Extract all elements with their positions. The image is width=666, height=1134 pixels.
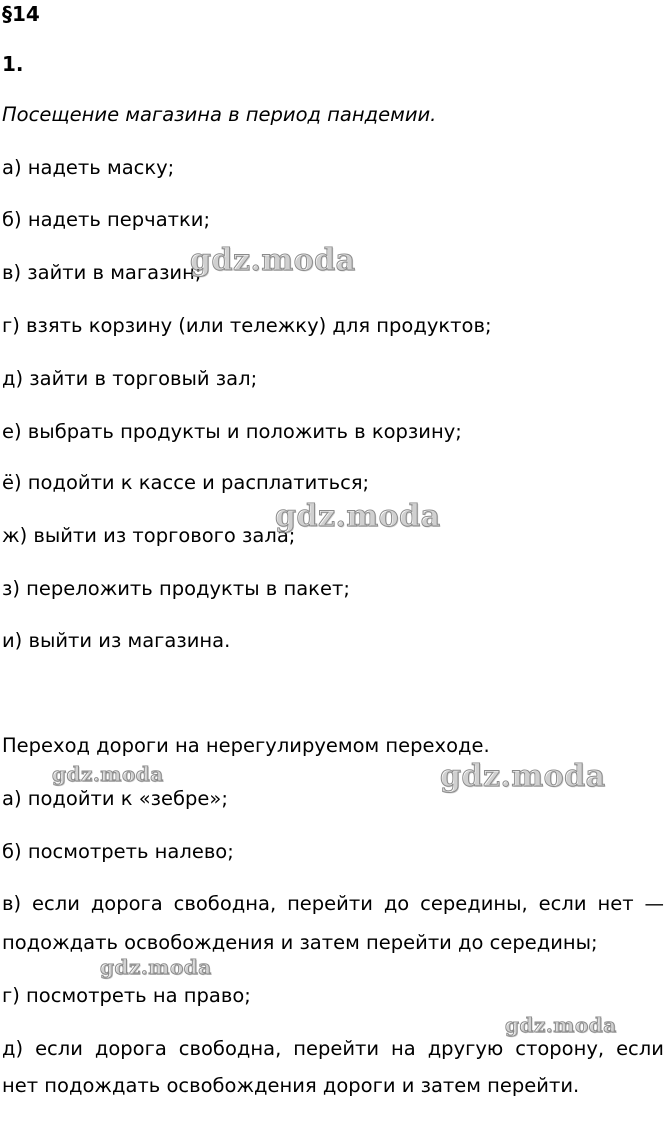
step-line: и) выйти из магазина. [2, 629, 231, 652]
word: перейти [293, 1037, 380, 1060]
word: свободна, [173, 892, 277, 915]
watermark-logo: gdz.moda [440, 759, 606, 794]
watermark-logo: gdz.moda [100, 955, 212, 979]
word: на [391, 1037, 416, 1060]
step-line: б) посмотреть налево; [2, 840, 234, 863]
step-line: г) взять корзину (или тележку) для продуктов; [2, 314, 492, 337]
part2-title: Переход дороги на нерегулируемом переходе. [2, 734, 490, 757]
watermark-logo: gdz.moda [505, 1013, 617, 1037]
word: д) [2, 1037, 24, 1060]
word: — [644, 892, 664, 915]
word: свободна, [178, 1037, 282, 1060]
word: если [616, 1037, 664, 1060]
step-line: г) посмотреть на право; [2, 984, 251, 1007]
watermark-logo: gdz.moda [52, 762, 164, 786]
word: дорога [90, 892, 163, 915]
word: другую [427, 1037, 504, 1060]
word: до [383, 892, 410, 915]
step-line: б) надеть перчатки; [2, 208, 211, 231]
word: дорога [94, 1037, 167, 1060]
step-line: а) надеть маску; [2, 156, 175, 179]
step-line: в) зайти в магазин; [2, 261, 202, 284]
word: в) [2, 892, 22, 915]
step-line: подождать освобождения и затем перейти до середины; [2, 931, 598, 954]
section-heading: §14 [2, 2, 40, 26]
word: если [32, 892, 80, 915]
step-line-justified [2, 891, 664, 917]
watermark-logo: gdz.moda [190, 243, 356, 278]
word: нет [597, 892, 634, 915]
step-line: е) выбрать продукты и положить в корзину; [2, 420, 462, 443]
word: середины, [420, 892, 528, 915]
step-line: ё) подойти к кассе и расплатиться; [2, 471, 370, 494]
word: перейти [287, 892, 373, 915]
word: сторону, [515, 1037, 605, 1060]
step-line: з) переложить продукты в пакет; [2, 577, 350, 600]
step-line: нет подождать освобождения дороги и затем перейти. [2, 1074, 580, 1097]
task-number: 1. [2, 52, 24, 76]
step-line: а) подойти к «зебре»; [2, 787, 228, 810]
step-line: д) зайти в торговый зал; [2, 367, 258, 390]
word: если [538, 892, 587, 915]
part1-title: Посещение магазина в период пандемии. [2, 103, 437, 126]
watermark-logo: gdz.moda [275, 499, 441, 534]
step-line-justified [2, 1036, 664, 1062]
word: если [35, 1037, 83, 1060]
step-line: ж) выйти из торгового зала; [2, 524, 296, 547]
